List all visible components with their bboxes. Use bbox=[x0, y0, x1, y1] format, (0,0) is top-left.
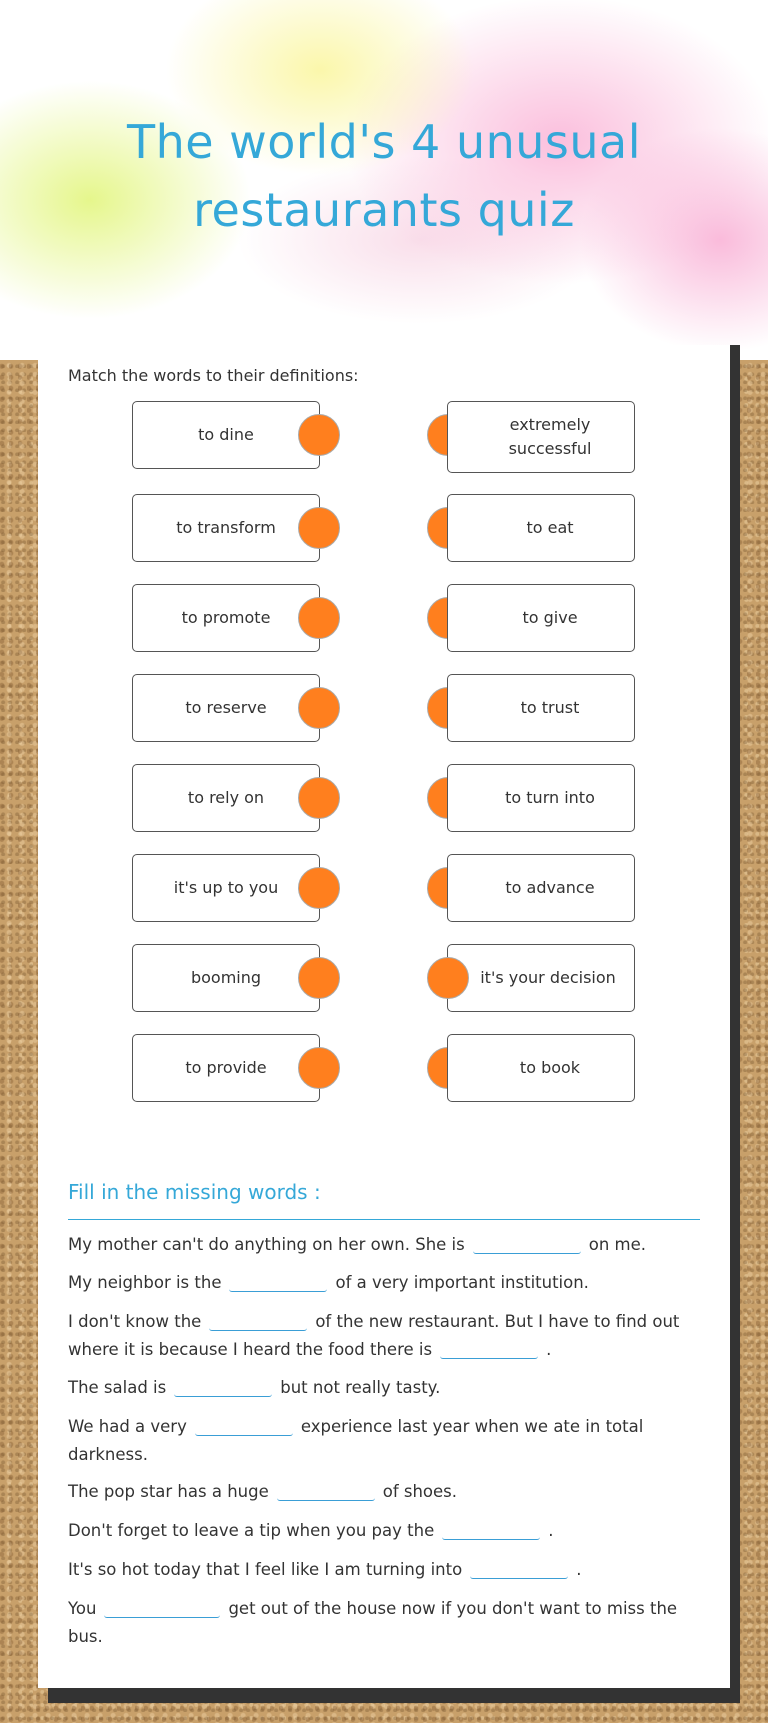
sentence-text: Don't forget to leave a tip when you pay the bbox=[68, 1521, 435, 1540]
blank-input[interactable] bbox=[174, 1378, 272, 1397]
match-left-label: booming bbox=[190, 968, 262, 987]
fill-sentence bbox=[68, 1413, 700, 1469]
sentence-text: The pop star has a huge bbox=[68, 1482, 269, 1501]
fill-sentence bbox=[68, 1478, 700, 1506]
sentence-text: on me. bbox=[588, 1235, 647, 1254]
match-left-label: to rely on bbox=[187, 788, 265, 807]
fill-sentence bbox=[68, 1231, 700, 1259]
sentence-text: My mother can't do anything on her own. She is bbox=[68, 1235, 465, 1254]
match-right-label: it's your decision bbox=[480, 968, 616, 987]
fill-sentence bbox=[68, 1595, 700, 1651]
sentence-text: You bbox=[68, 1599, 97, 1618]
fill-sentence bbox=[68, 1517, 700, 1545]
fill-sentence bbox=[68, 1308, 700, 1364]
fill-sentence bbox=[68, 1374, 700, 1402]
blank-input[interactable] bbox=[473, 1235, 581, 1254]
match-right-label: to eat bbox=[526, 518, 574, 537]
match-right-item[interactable] bbox=[447, 1034, 635, 1102]
match-left-item[interactable] bbox=[132, 854, 320, 922]
match-left-label: to transform bbox=[176, 518, 276, 537]
match-right-label: to turn into bbox=[505, 788, 595, 807]
match-right-label: extremely successful bbox=[508, 415, 592, 458]
matching-instruction: Match the words to their definitions: bbox=[68, 366, 359, 385]
match-left-item[interactable] bbox=[132, 674, 320, 742]
sentence-text: . bbox=[576, 1560, 582, 1579]
match-right-item[interactable] bbox=[447, 944, 635, 1012]
match-left-item[interactable] bbox=[132, 944, 320, 1012]
blank-input[interactable] bbox=[104, 1599, 220, 1618]
fill-sentence bbox=[68, 1269, 700, 1297]
match-left-dot[interactable] bbox=[298, 597, 340, 639]
match-left-item[interactable] bbox=[132, 401, 320, 469]
page-title: The world's 4 unusual restaurants quiz bbox=[126, 115, 641, 237]
match-right-item[interactable] bbox=[447, 674, 635, 742]
sentence-text: . bbox=[546, 1340, 552, 1359]
match-right-item[interactable] bbox=[447, 764, 635, 832]
match-right-label: to book bbox=[519, 1058, 581, 1077]
sentence-text: We had a very bbox=[68, 1417, 187, 1436]
watercolor-header bbox=[0, 0, 768, 360]
match-left-item[interactable] bbox=[132, 1034, 320, 1102]
sentence-text: I don't know the bbox=[68, 1312, 202, 1331]
blank-input[interactable] bbox=[442, 1521, 540, 1540]
match-left-label: to dine bbox=[198, 425, 254, 444]
sentence-text: of a very important institution. bbox=[335, 1273, 589, 1292]
sentence-text: It's so hot today that I feel like I am turning into bbox=[68, 1560, 463, 1579]
match-left-label: to promote bbox=[181, 608, 271, 627]
match-left-dot[interactable] bbox=[298, 507, 340, 549]
match-right-item[interactable] bbox=[447, 854, 635, 922]
blank-input[interactable] bbox=[209, 1312, 307, 1331]
fill-section-heading: Fill in the missing words : bbox=[68, 1180, 321, 1204]
sentence-text: but not really tasty. bbox=[280, 1378, 441, 1397]
match-right-item[interactable] bbox=[447, 584, 635, 652]
match-left-dot[interactable] bbox=[298, 414, 340, 456]
sentence-text: My neighbor is the bbox=[68, 1273, 222, 1292]
match-left-dot[interactable] bbox=[298, 687, 340, 729]
sentence-text: of the new restaurant. But I have to find out where it is because I heard the food there is bbox=[68, 1312, 680, 1359]
match-right-dot[interactable] bbox=[427, 957, 469, 999]
match-left-label: to provide bbox=[185, 1058, 267, 1077]
match-right-item[interactable] bbox=[447, 401, 635, 473]
sentence-text: get out of the house now if you don't want to miss the bus. bbox=[68, 1599, 678, 1646]
match-left-item[interactable] bbox=[132, 764, 320, 832]
match-left-dot[interactable] bbox=[298, 1047, 340, 1089]
sentence-text: experience last year when we ate in total darkness. bbox=[68, 1417, 644, 1464]
match-right-label: to advance bbox=[505, 878, 595, 897]
sentence-text: . bbox=[548, 1521, 554, 1540]
blank-input[interactable] bbox=[470, 1560, 568, 1579]
match-left-label: to reserve bbox=[185, 698, 267, 717]
blank-input[interactable] bbox=[440, 1340, 538, 1359]
sentence-text: of shoes. bbox=[382, 1482, 458, 1501]
match-left-dot[interactable] bbox=[298, 957, 340, 999]
match-left-dot[interactable] bbox=[298, 777, 340, 819]
match-right-item[interactable] bbox=[447, 494, 635, 562]
section-divider bbox=[68, 1219, 700, 1220]
blank-input[interactable] bbox=[277, 1482, 375, 1501]
match-left-label: it's up to you bbox=[173, 878, 279, 897]
blank-input[interactable] bbox=[195, 1417, 293, 1436]
match-left-dot[interactable] bbox=[298, 867, 340, 909]
match-left-item[interactable] bbox=[132, 494, 320, 562]
sentence-text: The salad is bbox=[68, 1378, 167, 1397]
fill-sentence bbox=[68, 1556, 700, 1584]
match-right-label: to trust bbox=[520, 698, 580, 717]
blank-input[interactable] bbox=[229, 1273, 327, 1292]
match-left-item[interactable] bbox=[132, 584, 320, 652]
match-right-label: to give bbox=[522, 608, 578, 627]
